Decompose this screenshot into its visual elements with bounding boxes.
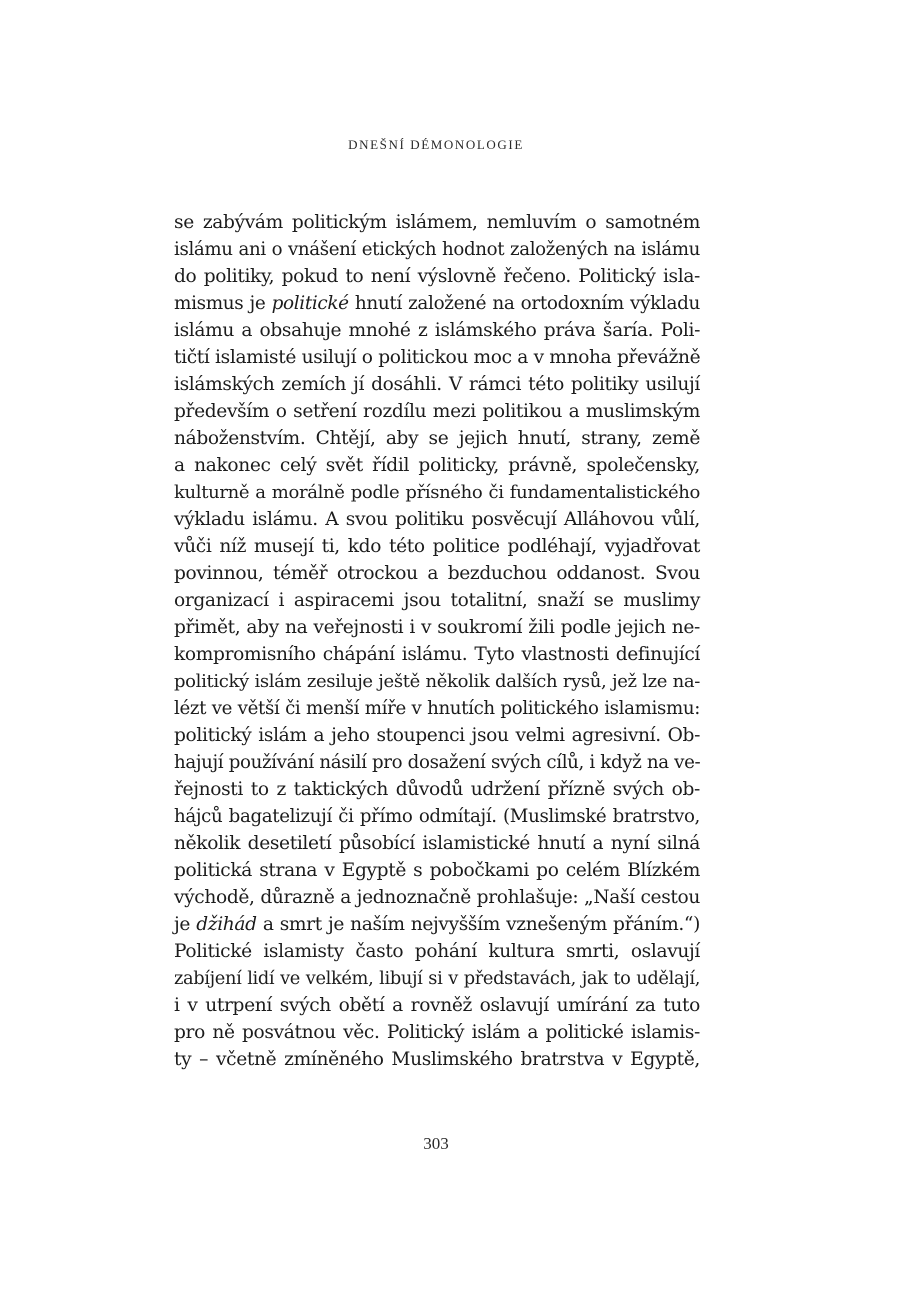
text-line — [174, 425, 700, 452]
text-segment: náboženstvím. Chtějí, aby se jejich hnutí, strany, země — [174, 428, 700, 449]
body-text — [174, 209, 700, 1073]
text-segment: islámu ani o vnášení etických hodnot založených na islámu — [174, 239, 700, 260]
text-line — [174, 290, 700, 317]
text-line — [174, 695, 700, 722]
text-line — [174, 1019, 700, 1046]
text-line — [174, 398, 700, 425]
text-line — [174, 830, 700, 857]
text-line — [174, 722, 700, 749]
text-line — [174, 317, 700, 344]
text-line — [174, 641, 700, 668]
text-segment: lézt ve větší či menší míře v hnutích politického islamismu: — [174, 698, 700, 719]
text-segment: politická strana v Egyptě s pobočkami po celém Blízkém — [174, 860, 700, 881]
text-line — [174, 236, 700, 263]
text-line — [174, 533, 700, 560]
text-line — [174, 992, 700, 1019]
text-segment: vůči níž musejí ti, kdo této politice podléhají, vyjadřovat — [174, 536, 700, 557]
text-line — [174, 938, 700, 965]
text-segment: několik desetiletí působící islamistické hnutí a nyní silná — [174, 833, 700, 854]
text-line — [174, 776, 700, 803]
text-segment: kulturně a morálně podle přísného či fundamentalistického — [174, 482, 700, 503]
text-segment: a nakonec celý svět řídil politicky, právně, společensky, — [174, 455, 700, 476]
running-head: DNEŠNÍ DÉMONOLOGIE — [348, 137, 524, 152]
text-segment: především o setření rozdílu mezi politikou a muslimským — [174, 401, 700, 422]
emphasis: džihád — [196, 914, 257, 935]
text-segment: řejnosti to z taktických důvodů udržení přízně svých ob- — [174, 779, 700, 800]
text-segment: povinnou, téměř otrockou a bezduchou oddanost. Svou — [174, 563, 700, 584]
text-segment: hnutí založené na ortodoxním výkladu — [348, 293, 700, 314]
text-segment: tičtí islamisté usilují o politickou moc a v mnoha převážně — [174, 347, 701, 368]
text-segment: se zabývám politickým islámem, nemluvím o samotném — [174, 212, 700, 233]
text-line — [174, 614, 700, 641]
text-line — [174, 1046, 700, 1073]
text-line — [174, 452, 700, 479]
text-line — [174, 371, 700, 398]
text-segment: mismus je — [174, 293, 272, 314]
text-segment: pro ně posvátnou věc. Politický islám a politické islamis- — [174, 1022, 700, 1043]
text-segment: přimět, aby na veřejnosti i v soukromí žili podle jejich ne- — [174, 617, 700, 638]
text-line — [174, 668, 700, 695]
text-line — [174, 884, 700, 911]
text-segment: politický islám a jeho stoupenci jsou velmi agresivní. Ob- — [174, 725, 700, 746]
emphasis: politické — [271, 293, 349, 314]
text-segment: Politické islamisty často pohání kultura smrti, oslavují — [174, 941, 700, 962]
text-line — [174, 209, 700, 236]
text-line — [174, 263, 700, 290]
text-segment: ty – včetně zmíněného Muslimského bratrstva v Egyptě, — [174, 1049, 700, 1070]
text-line — [174, 911, 700, 938]
text-line — [174, 749, 700, 776]
text-segment: islámu a obsahuje mnohé z islámského práva šaría. Poli- — [174, 320, 700, 341]
text-line — [174, 803, 700, 830]
text-segment: zabíjení lidí ve velkém, libují si v představách, jak to udělají, — [174, 968, 700, 989]
text-segment: výkladu islámu. A svou politiku posvěcují Alláhovou vůlí, — [174, 509, 700, 530]
page-number: 303 — [423, 1134, 449, 1153]
text-line — [174, 506, 700, 533]
text-segment: kompromisního chápání islámu. Tyto vlastnosti definující — [174, 644, 700, 665]
text-line — [174, 344, 700, 371]
text-line — [174, 560, 700, 587]
text-segment: i v utrpení svých obětí a rovněž oslavují umírání za tuto — [174, 995, 700, 1016]
text-line — [174, 965, 700, 992]
text-segment: organizací i aspiracemi jsou totalitní, snaží se muslimy — [174, 590, 700, 611]
text-line — [174, 857, 700, 884]
text-segment: východě, důrazně a jednoznačně prohlašuje: „Naší cestou — [174, 887, 700, 908]
text-line — [174, 479, 700, 506]
text-segment: politický islám zesiluje ještě několik dalších rysů, jež lze na- — [174, 671, 700, 692]
text-segment: islámských zemích jí dosáhli. V rámci této politiky usilují — [174, 374, 700, 395]
text-segment: do politiky, pokud to není výslovně řečeno. Politický isla- — [174, 266, 700, 287]
text-segment: hajují používání násilí pro dosažení svých cílů, i když na ve- — [174, 752, 701, 773]
text-segment: je — [174, 914, 197, 935]
text-line — [174, 587, 700, 614]
text-segment: a smrt je naším nejvyšším vznešeným přáním.“) — [256, 914, 700, 935]
text-segment: hájců bagatelizují či přímo odmítají. (Muslimské bratrstvo, — [174, 806, 700, 827]
